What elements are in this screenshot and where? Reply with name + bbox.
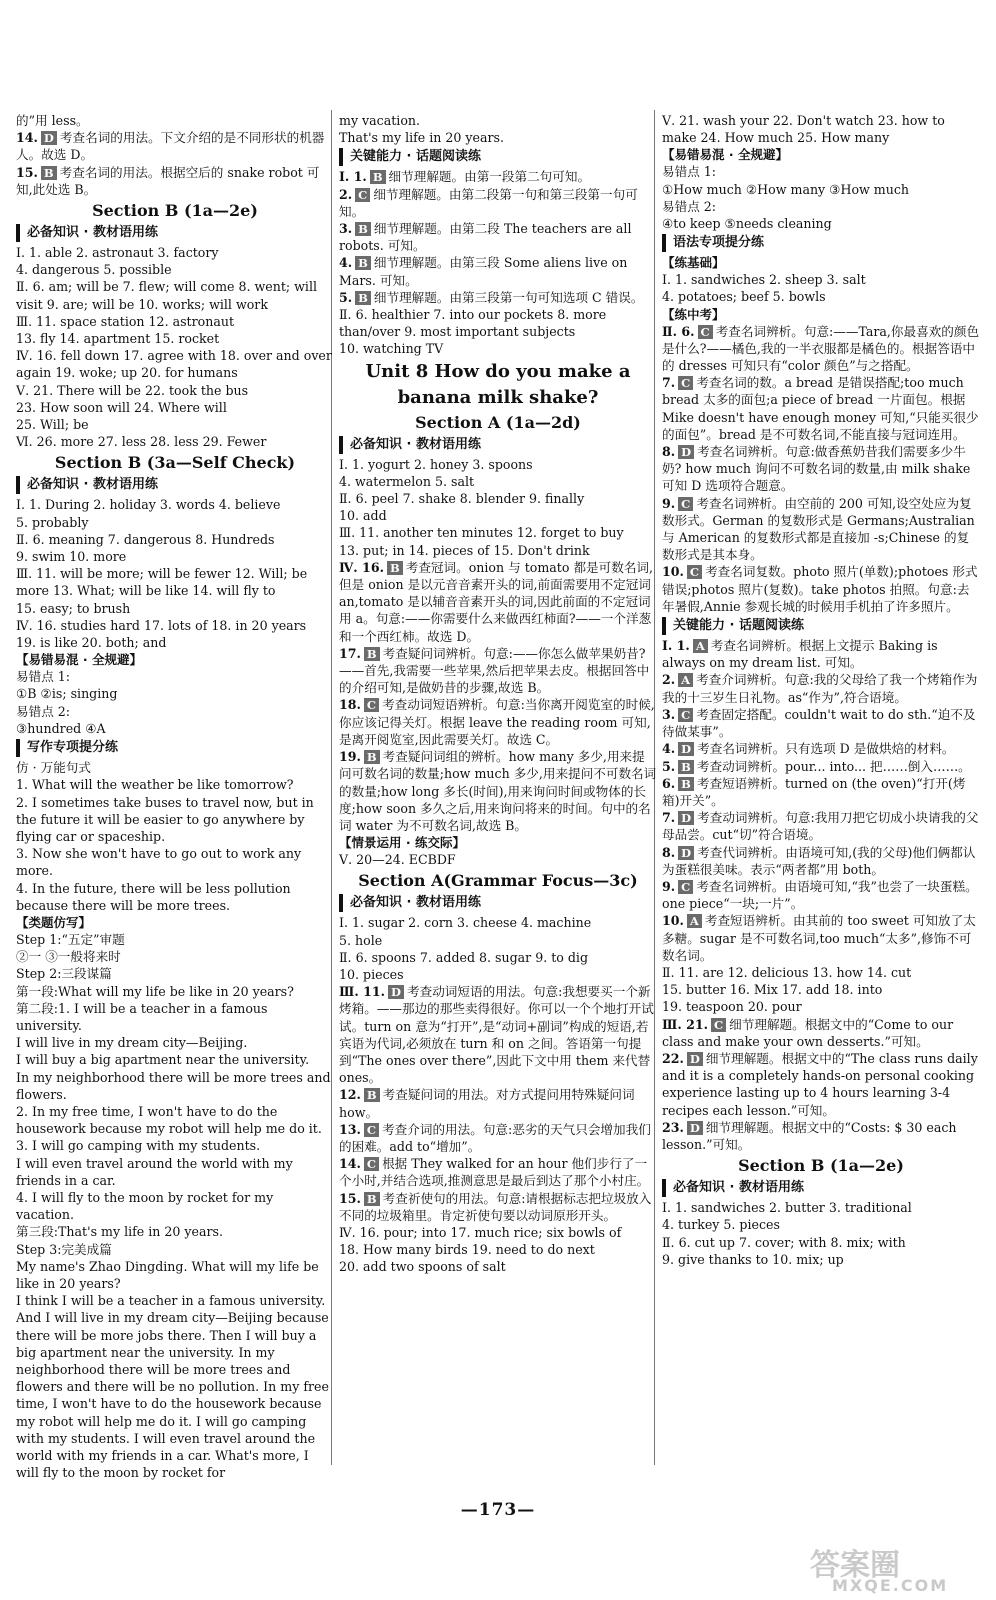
- answer-item: [662, 323, 980, 375]
- answer-line: ③hundred ④A: [16, 720, 106, 736]
- answer-line: 的”用 less。: [16, 113, 89, 128]
- answer-line: Ⅴ. 21. wash your 22. Don't watch 23. how to make 24. How much 25. How many: [662, 113, 945, 146]
- answer-letter-badge: B: [364, 647, 380, 661]
- explanation-text: 细节理解题。由第一段第二句可知。: [388, 169, 591, 185]
- category-heading: 必备知识 · 教材语用练: [662, 1179, 980, 1197]
- answer-line: 20. add two spoons of salt: [339, 1259, 506, 1275]
- answer-item: [339, 1121, 657, 1155]
- answer-line: 2. In my free time, I won't have to do the housework because my robot will help me do it.: [16, 1103, 322, 1137]
- explanation-text: 考查名词的用法。下文介绍的是不同形状的机器人。故选 D。: [16, 130, 325, 163]
- explanation-text: 考查介词辨析。句意:我的父母给了我一个烤箱作为我的十三岁生日礼物。as“作为”,符合语境。: [662, 672, 978, 705]
- answer-letter-badge: D: [388, 985, 404, 999]
- answer-column-3: [662, 112, 980, 1268]
- question-number: Ⅳ. 16.: [339, 559, 384, 575]
- answer-line: Ⅱ. 11. are 12. delicious 13. how 14. cut: [662, 964, 912, 980]
- answer-line: Ⅰ. 1. yogurt 2. honey 3. spoons: [339, 456, 533, 472]
- answer-letter-badge: C: [678, 497, 693, 511]
- answer-item: [339, 254, 657, 288]
- answer-item: [662, 775, 980, 809]
- answer-letter-badge: C: [678, 376, 693, 390]
- answer-letter-badge: C: [355, 188, 370, 202]
- question-number: 5.: [662, 758, 676, 774]
- answer-item: [662, 495, 980, 564]
- question-number: 10.: [662, 913, 684, 929]
- answer-item: [662, 706, 980, 740]
- answer-letter-badge: B: [387, 561, 403, 575]
- answer-line: Ⅰ. 1. sandwiches 2. sheep 3. salt: [662, 272, 866, 288]
- answer-line: 15. easy; to brush: [16, 600, 131, 616]
- explanation-text: 考查名词辨析。由空前的 200 可知,设空处应为复数形式。German 的复数形式是 Germans;Australian 与 American 的复数形式都是直接加 -s;Chinese 的复数形式是其本身。: [662, 495, 975, 563]
- question-number: 22.: [662, 1050, 684, 1066]
- answer-line: That's my life in 20 years.: [339, 130, 504, 146]
- answer-letter-badge: B: [364, 1088, 380, 1102]
- answer-line: Ⅱ. 6. am; will be 7. flew; will come 8. went; will visit 9. are; will be 10. works; will work: [16, 279, 317, 312]
- answer-item: [339, 168, 657, 185]
- answer-line: Ⅳ. 16. studies hard 17. lots of 18. in 20 years: [16, 617, 307, 633]
- explanation-text: 考查名词的数。a bread 是错误搭配;too much bread 太多的面包;a piece of bread 一片面包。根据 Mike doesn't have enough money 可知,“只能买很少的面包”。bread 是不可数名词,不能直接与冠词连用。: [662, 375, 979, 442]
- answer-letter-badge: D: [41, 131, 57, 145]
- question-number: 23.: [662, 1119, 684, 1135]
- answer-line: 10. pieces: [339, 966, 404, 982]
- answer-line: 13. put; in 14. pieces of 15. Don't drink: [339, 542, 590, 558]
- answer-item: [662, 809, 980, 843]
- answer-letter-badge: D: [678, 811, 694, 825]
- answer-column-1: [16, 112, 334, 1481]
- answer-line: Ⅱ. 6. meaning 7. dangerous 8. Hundreds: [16, 531, 275, 547]
- answer-line: 4. watermelon 5. salt: [339, 473, 475, 489]
- question-number: Ⅱ. 6.: [662, 323, 695, 339]
- answer-letter-badge: B: [364, 750, 380, 764]
- answer-line: 仿 · 万能句式: [16, 760, 91, 776]
- answer-line: 3. Now she won't have to go out to work any more.: [16, 846, 302, 879]
- page-number: —173—: [460, 1500, 536, 1520]
- answer-line: 25. Will; be: [16, 417, 89, 433]
- answer-item: [662, 563, 980, 615]
- explanation-text: 根据 They walked for an hour 他们步行了一个小时,并结合选项,推测意思是最后到达了那个小村庄。: [339, 1156, 650, 1189]
- answer-line: 13. fly 14. apartment 15. rocket: [16, 331, 220, 347]
- question-number: 7.: [662, 810, 676, 826]
- answer-line: 10. add: [339, 508, 387, 524]
- answer-letter-badge: D: [678, 846, 694, 860]
- answer-line: My name's Zhao Dingding. What will my life be like in 20 years?: [16, 1258, 319, 1291]
- answer-item: [662, 844, 980, 878]
- question-number: 17.: [339, 645, 361, 661]
- answer-line: Ⅲ. 11. another ten minutes 12. forget to buy: [339, 525, 624, 541]
- answer-line: 4. In the future, there will be less pollution because there will be more trees.: [16, 880, 291, 913]
- explanation-text: 考查固定搭配。couldn't wait to do sth.“迫不及待做某事”。: [662, 706, 976, 740]
- answer-item: [662, 1050, 980, 1119]
- explanation-text: 考查疑问词组的辨析。how many 多少,用来提问可数名词的数量;how much 多少,用来提问不可数名词的数量;how long 多长(时间),用来询问时间或物体的长度;how soon 多久之后,用来询问将来的时间。句中的名词 water 为不可数名词,故选 B。: [339, 749, 657, 833]
- answer-letter-badge: C: [698, 325, 713, 339]
- explanation-text: 细节理解题。由第二段 The teachers are all robots. 可知。: [339, 221, 632, 254]
- question-number: 13.: [339, 1121, 361, 1137]
- answer-line: Ⅴ. 21. There will be 22. took the bus: [16, 382, 249, 398]
- explanation-text: 考查短语辨析。由其前的 too sweet 可知放了太多糖。sugar 是不可数名词,too much“太多”,修饰不可数名词。: [662, 913, 976, 963]
- answer-item: [662, 878, 980, 912]
- answer-line: Ⅱ. 6. healthier 7. into our pockets 8. more than/over 9. most important subjects: [339, 307, 607, 340]
- question-number: 2.: [662, 672, 676, 688]
- answer-line: Ⅱ. 6. spoons 7. added 8. sugar 9. to dig: [339, 949, 589, 965]
- question-number: 3.: [662, 706, 676, 722]
- answer-line: 易错点 1:: [662, 164, 717, 180]
- question-number: 14.: [339, 1156, 361, 1172]
- question-number: Ⅲ. 21.: [662, 1016, 709, 1032]
- answer-line: I will buy a big apartment near the university.: [16, 1052, 310, 1068]
- question-number: 3.: [339, 221, 353, 237]
- answer-line: 第二段:1. I will be a teacher in a famous university.: [16, 1000, 268, 1033]
- answer-line: Ⅲ. 11. space station 12. astronaut: [16, 313, 234, 329]
- answer-letter-badge: A: [678, 673, 693, 687]
- answer-line: Ⅳ. 16. fell down 17. agree with 18. over and over again 19. woke; up 20. for humans: [16, 348, 332, 381]
- answer-letter-badge: C: [678, 708, 693, 722]
- answer-line: Step 3:完美成篇: [16, 1241, 112, 1257]
- question-number: 9.: [662, 495, 676, 511]
- answer-line: Ⅰ. 1. During 2. holiday 3. words 4. believe: [16, 497, 281, 513]
- answer-item: [339, 186, 657, 220]
- answer-line: ④to keep ⑤needs cleaning: [662, 216, 832, 232]
- answer-line: 9. give thanks to 10. mix; up: [662, 1251, 844, 1267]
- answer-line: 18. How many birds 19. need to do next: [339, 1242, 595, 1258]
- answer-line: 3. I will go camping with my students.: [16, 1138, 261, 1154]
- category-heading: 关键能力 · 话题阅读练: [662, 617, 980, 635]
- explanation-text: 考查短语辨析。turned on (the oven)“打开(烤箱)开关”。: [662, 775, 966, 808]
- question-number: 19.: [339, 749, 361, 765]
- category-heading: 必备知识 · 教材语用练: [16, 476, 334, 494]
- answer-item: [662, 1016, 980, 1050]
- section-heading: Section B (3a—Self Check): [54, 453, 296, 473]
- answer-item: [662, 637, 980, 671]
- question-number: 5.: [339, 289, 353, 305]
- answer-column-2: [339, 112, 657, 1276]
- explanation-text: 考查动词短语的用法。句意:我想要买一个新烤箱。——那边的那些卖得很好。你可以一个个地打开试试。turn on 意为“打开”,是“动词+副词”构成的短语,若宾语为代词,必须放在 turn 和 on 之间。答语第一句提到“The ones over there”,因此下文中用 them 来代替 ones。: [339, 984, 654, 1086]
- answer-letter-badge: C: [678, 880, 693, 894]
- section-heading: Section B (1a—2e): [738, 1156, 904, 1176]
- explanation-text: 考查祈使句的用法。句意:请根据标志把垃圾放入不同的垃圾箱里。肯定祈使句要以动词原形开头。: [339, 1190, 652, 1223]
- answer-item: [339, 983, 657, 1086]
- sub-heading: 【情景运用 · 练交际】: [339, 835, 465, 851]
- explanation-text: 考查疑问词辨析。句意:——你怎么做苹果奶昔?——首先,我需要一些苹果,然后把苹果去皮。根据回答中的介绍可知,是做奶昔的步骤,故选 B。: [339, 645, 650, 696]
- answer-line: 4. I will fly to the moon by rocket for my vacation.: [16, 1189, 274, 1223]
- answer-item: [16, 164, 334, 198]
- answer-item: [339, 559, 657, 645]
- explanation-text: 考查介词的用法。句意:恶劣的天气只会增加我们的困难。add to“增加”。: [339, 1121, 651, 1154]
- sub-heading: 【练基础】: [662, 255, 725, 271]
- answer-letter-badge: A: [693, 639, 708, 653]
- explanation-text: 考查名词辨析。句意:——Tara,你最喜欢的颜色是什么?——橘色,我的一半衣服都是橘色的。根据答语中的 dresses 可知只有“color 颜色”与之搭配。: [662, 323, 980, 374]
- answer-line: Ⅱ. 6. peel 7. shake 8. blender 9. finally: [339, 491, 585, 507]
- answer-line: Ⅰ. 1. sugar 2. corn 3. cheese 4. machine: [339, 915, 592, 931]
- answer-item: [662, 758, 980, 775]
- explanation-text: 考查名词复数。photo 照片(单数);photoes 形式错误;photos 照片(复数)。take photos 拍照。句意:去年暑假,Annie 参观长城的时候用手机拍了许多照片。: [662, 564, 978, 614]
- explanation-text: 考查动词短语辨析。句意:当你离开阅览室的时候,你应该记得关灯。根据 leave the reading room 可知,是离开阅览室,因此需要关灯。故选 C。: [339, 697, 655, 747]
- explanation-text: 细节理解题。根据文中的“Costs: $ 30 each lesson.”可知。: [662, 1119, 957, 1152]
- answer-line: 9. swim 10. more: [16, 549, 127, 565]
- answer-item: [339, 220, 657, 254]
- answer-letter-badge: D: [678, 445, 694, 459]
- question-number: 12.: [339, 1087, 361, 1103]
- answer-item: [16, 129, 334, 163]
- answer-line: ①How much ②How many ③How much: [662, 181, 910, 197]
- answer-line: Step 2:三段谋篇: [16, 966, 112, 982]
- answer-line: ①B ②is; singing: [16, 686, 118, 702]
- explanation-text: 细节理解题。由第三段 Some aliens live on Mars. 可知。: [339, 255, 628, 288]
- category-heading: 写作专项提分练: [16, 739, 334, 757]
- watermark-text: 答案圈: [810, 1548, 900, 1583]
- answer-letter-badge: D: [687, 1121, 703, 1135]
- answer-letter-badge: B: [678, 760, 694, 774]
- unit-title: banana milk shake?: [397, 386, 599, 408]
- answer-letter-badge: B: [678, 777, 694, 791]
- sub-heading: 【类题仿写】: [16, 914, 92, 930]
- explanation-text: 考查动词辨析。句意:我用刀把它切成小块请我的父母品尝。cut“切”符合语境。: [662, 810, 979, 843]
- answer-letter-badge: C: [364, 1123, 379, 1137]
- answer-line: 2. I sometimes take buses to travel now, but in the future it will be easier to go anywhere by flying car or spaceship.: [16, 794, 314, 844]
- explanation-text: 细节理解题。根据文中的“Come to our class and make your own desserts.”可知。: [662, 1016, 954, 1049]
- answer-line: 易错点 1:: [16, 669, 71, 685]
- answer-item: [339, 748, 657, 834]
- category-heading: 关键能力 · 话题阅读练: [339, 148, 657, 166]
- answer-item: [339, 1155, 657, 1189]
- sub-heading: 【易错易混 · 全规避】: [16, 652, 142, 668]
- answer-letter-badge: D: [678, 742, 694, 756]
- unit-title: Unit 8 How do you make a: [365, 360, 631, 382]
- explanation-text: 考查代词辨析。由语境可知,(我的父母)他们俩都认为蛋糕很美味。表示“两者都”用 both。: [662, 844, 976, 877]
- explanation-text: 细节理解题。根据文中的“The class runs daily and it is a completely hands-on personal cooking experience lasting up to 4 hours learning 3-4 recipes each lesson.”可知。: [662, 1050, 978, 1118]
- answer-line: Ⅱ. 6. cut up 7. cover; with 8. mix; with: [662, 1234, 906, 1250]
- explanation-text: 考查名词辨析。只有选项 D 是做烘焙的材料。: [697, 741, 955, 757]
- answer-line: ②一 ③一般将来时: [16, 949, 121, 965]
- question-number: 7.: [662, 375, 676, 391]
- category-heading: 必备知识 · 教材语用练: [339, 894, 657, 912]
- watermark-url: MXQE.COM: [832, 1576, 949, 1595]
- section-heading: Section A (1a—2d): [415, 412, 581, 432]
- category-heading: 语法专项提分练: [662, 234, 980, 252]
- answer-item: [662, 374, 980, 443]
- answer-line: 4. dangerous 5. possible: [16, 262, 172, 278]
- question-number: 4.: [662, 741, 676, 757]
- explanation-text: 考查冠词。onion 与 tomato 都是可数名词,但是 onion 是以元音音素开头的词,前面需要用不定冠词 an,tomato 是以辅音音素开头的词,因此前面的不定冠词用 a。句意:——你需要什么来做西红柿面?——一个洋葱和一个西红柿。故选 D。: [339, 559, 654, 644]
- question-number: Ⅰ. 1.: [339, 169, 367, 185]
- answer-line: 5. hole: [339, 932, 383, 948]
- answer-item: [662, 443, 980, 495]
- explanation-text: 考查疑问词的用法。对方式提问用特殊疑问词 how。: [339, 1087, 635, 1120]
- question-number: 4.: [339, 255, 353, 271]
- watermark-logo: [800, 1540, 990, 1595]
- answer-line: 15. butter 16. Mix 17. add 18. into: [662, 982, 883, 998]
- answer-letter-badge: C: [364, 1157, 379, 1171]
- explanation-text: 考查名词辨析。句意:做香蕉奶昔我们需要多少牛奶? how much 询问不可数名词的数量,由 milk shake 可知 D 选项符合题意。: [662, 444, 971, 494]
- answer-line: Ⅴ. 20—24. ECBDF: [339, 852, 456, 868]
- answer-line: Ⅳ. 16. pour; into 17. much rice; six bowls of: [339, 1224, 622, 1240]
- question-number: 9.: [662, 878, 676, 894]
- answer-line: Ⅰ. 1. sandwiches 2. butter 3. traditional: [662, 1200, 912, 1216]
- answer-line: Ⅲ. 11. will be more; will be fewer 12. Will; be more 13. What; will be like 14. will fly to: [16, 566, 308, 599]
- answer-letter-badge: C: [711, 1018, 726, 1032]
- answer-letter-badge: B: [370, 170, 386, 184]
- answer-line: my vacation.: [339, 113, 421, 128]
- question-number: 14.: [16, 130, 38, 146]
- answer-line: Ⅵ. 26. more 27. less 28. less 29. Fewer: [16, 434, 267, 450]
- question-number: Ⅰ. 1.: [662, 638, 690, 654]
- question-number: 8.: [662, 844, 676, 860]
- answer-item: [339, 289, 657, 306]
- explanation-text: 考查名词的用法。根据空后的 snake robot 可知,此处选 B。: [16, 164, 320, 197]
- section-heading: Section B (1a—2e): [92, 201, 258, 221]
- explanation-text: 考查名词辨析。根据上文提示 Baking is always on my dream list. 可知。: [662, 638, 938, 671]
- question-number: 2.: [339, 186, 353, 202]
- answer-item: [339, 645, 657, 697]
- answer-line: I will live in my dream city—Beijing.: [16, 1035, 248, 1051]
- answer-line: 19. teaspoon 20. pour: [662, 999, 802, 1015]
- section-heading: Section A(Grammar Focus—3c): [358, 871, 638, 891]
- answer-item: [662, 671, 980, 705]
- answer-line: 10. watching TV: [339, 341, 444, 357]
- answer-letter-badge: D: [687, 1052, 703, 1066]
- answer-line: Step 1:“五定”审题: [16, 931, 125, 947]
- answer-line: 4. turkey 5. pieces: [662, 1217, 780, 1233]
- answer-letter-badge: B: [355, 222, 371, 236]
- answer-letter-badge: A: [687, 914, 702, 928]
- category-heading: 必备知识 · 教材语用练: [16, 224, 334, 242]
- question-number: Ⅲ. 11.: [339, 984, 386, 1000]
- answer-letter-badge: B: [355, 256, 371, 270]
- sub-heading: 【易错易混 · 全规避】: [662, 147, 788, 163]
- explanation-text: 考查名词辨析。由语境可知,“我”也尝了一块蛋糕。one piece“一块;一片”。: [662, 878, 978, 912]
- question-number: 18.: [339, 697, 361, 713]
- answer-line: 第三段:That's my life in 20 years.: [16, 1224, 223, 1240]
- answer-line: I will even travel around the world with my friends in a car.: [16, 1155, 293, 1188]
- answer-line: 1. What will the weather be like tomorrow?: [16, 777, 294, 793]
- question-number: 15.: [339, 1190, 361, 1206]
- question-number: 8.: [662, 444, 676, 460]
- answer-line: 5. probably: [16, 514, 89, 530]
- answer-line: I think I will be a teacher in a famous university. And I will live in my dream city—Beijing because there will be more jobs there. Then I will buy a big apartment near the university. In my neighborhood there will be more trees and flowers and there will be no pollution. In my free time, I won't have to do the housework because my robot will help me do it. I will go camping with my students. I will even travel around the world with my friends in a car. What's more, I will fly to the moon by rocket for: [16, 1293, 329, 1481]
- category-heading: 必备知识 · 教材语用练: [339, 436, 657, 454]
- answer-item: [339, 1086, 657, 1120]
- answer-item: [339, 1190, 657, 1224]
- answer-letter-badge: B: [355, 291, 371, 305]
- answer-item: [339, 696, 657, 748]
- answer-letter-badge: B: [41, 166, 57, 180]
- answer-letter-badge: C: [687, 565, 702, 579]
- answer-item: [662, 1119, 980, 1153]
- answer-line: In my neighborhood there will be more trees and flowers.: [16, 1069, 331, 1102]
- sub-heading: 【练中考】: [662, 306, 725, 322]
- explanation-text: 细节理解题。由第二段第一句和第三段第一句可知。: [339, 186, 638, 219]
- answer-line: 易错点 2:: [662, 198, 717, 214]
- answer-line: 易错点 2:: [16, 703, 71, 719]
- answer-item: [662, 912, 980, 964]
- answer-letter-badge: B: [364, 1192, 380, 1206]
- question-number: 6.: [662, 775, 676, 791]
- answer-line: 4. potatoes; beef 5. bowls: [662, 289, 826, 305]
- answer-item: [662, 740, 980, 757]
- question-number: 10.: [662, 564, 684, 580]
- answer-line: Ⅰ. 1. able 2. astronaut 3. factory: [16, 245, 219, 261]
- answer-line: 第一段:What will my life be like in 20 years?: [16, 983, 294, 999]
- explanation-text: 考查动词辨析。pour... into... 把……倒入……。: [696, 758, 971, 774]
- explanation-text: 细节理解题。由第三段第一句可知选项 C 错误。: [373, 289, 644, 305]
- answer-letter-badge: C: [364, 698, 379, 712]
- answer-line: 23. How soon will 24. Where will: [16, 399, 227, 415]
- answer-line: 19. is like 20. both; and: [16, 635, 167, 651]
- question-number: 15.: [16, 164, 38, 180]
